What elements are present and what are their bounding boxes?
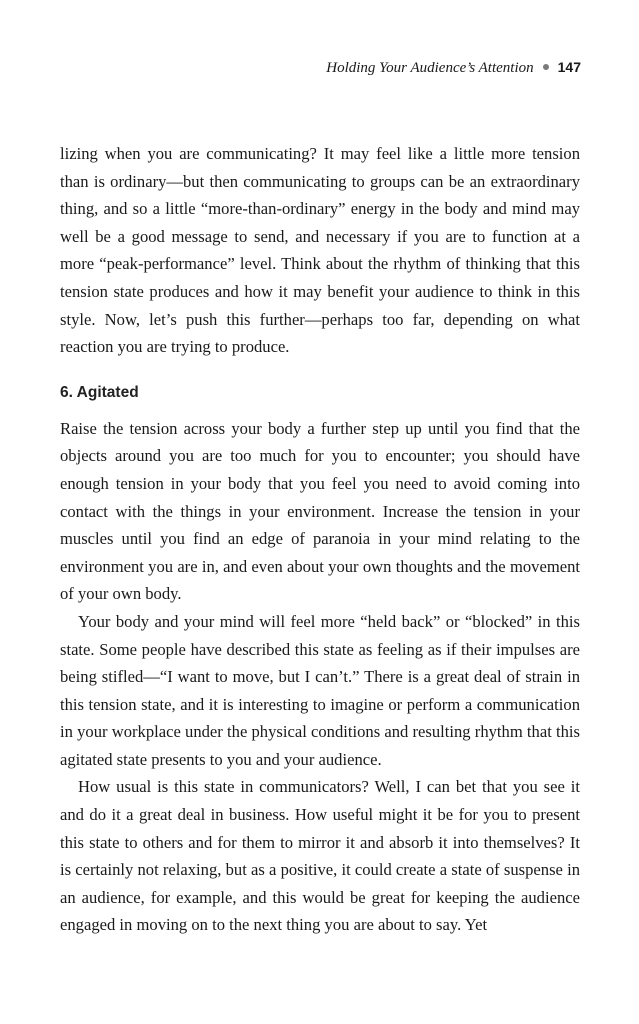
running-head	[326, 57, 581, 78]
bullet-separator-icon	[543, 64, 549, 70]
running-title: Holding Your Audience’s Attention	[326, 60, 534, 76]
paragraph: Your body and your mind will feel more “held back” or “blocked” in this state. Some people have described this state as feeling as if their impulses are being stifled—“I want to move, but I can’t.” There is a great deal of strain in this tension state, and it is interesting to imagine or perform a communication in your workplace under the physical conditions and resulting rhythm that this agitated state presents to you and your audience.	[60, 611, 580, 769]
paragraph: Raise the tension across your body a further step up until you find that the objects around you are too much for you to encounter; you should have enough tension in your body that you feel you need to avoid coming into contact with the things in your environment. Increase the tension in your muscles until you find an edge of paranoia in your mind relating to the environment you are in, and even about your own thoughts and the movement of your own body.	[60, 418, 580, 604]
section-heading: 6. Agitated	[60, 383, 139, 401]
paragraph-continued: lizing when you are communicating? It may feel like a little more tension than is ordinary—but then communicating to groups can be an extraordinary thing, and so a little “more-than-ordinary” energy in the body and mind may well be a good message to send, and necessary if you are to function at a more “peak-performance” level. Think about the rhythm of thinking that this tension state produces and how it may benefit your audience to think in this style. Now, let’s push this further—perhaps too far, depending on what reaction you are trying to produce.	[60, 144, 580, 357]
page-body	[60, 140, 580, 939]
page-number: 147	[557, 59, 581, 75]
paragraph: How usual is this state in communicators? Well, I can bet that you see it and do it a great deal in business. How useful might it be for you to present this state to others and for them to mirror it and absorb it into themselves? It is certainly not relaxing, but as a positive, it could create a state of suspense in an audience, for example, and this would be great for keeping the audience engaged in moving on to the next thing you are about to say. Yet	[60, 777, 580, 935]
